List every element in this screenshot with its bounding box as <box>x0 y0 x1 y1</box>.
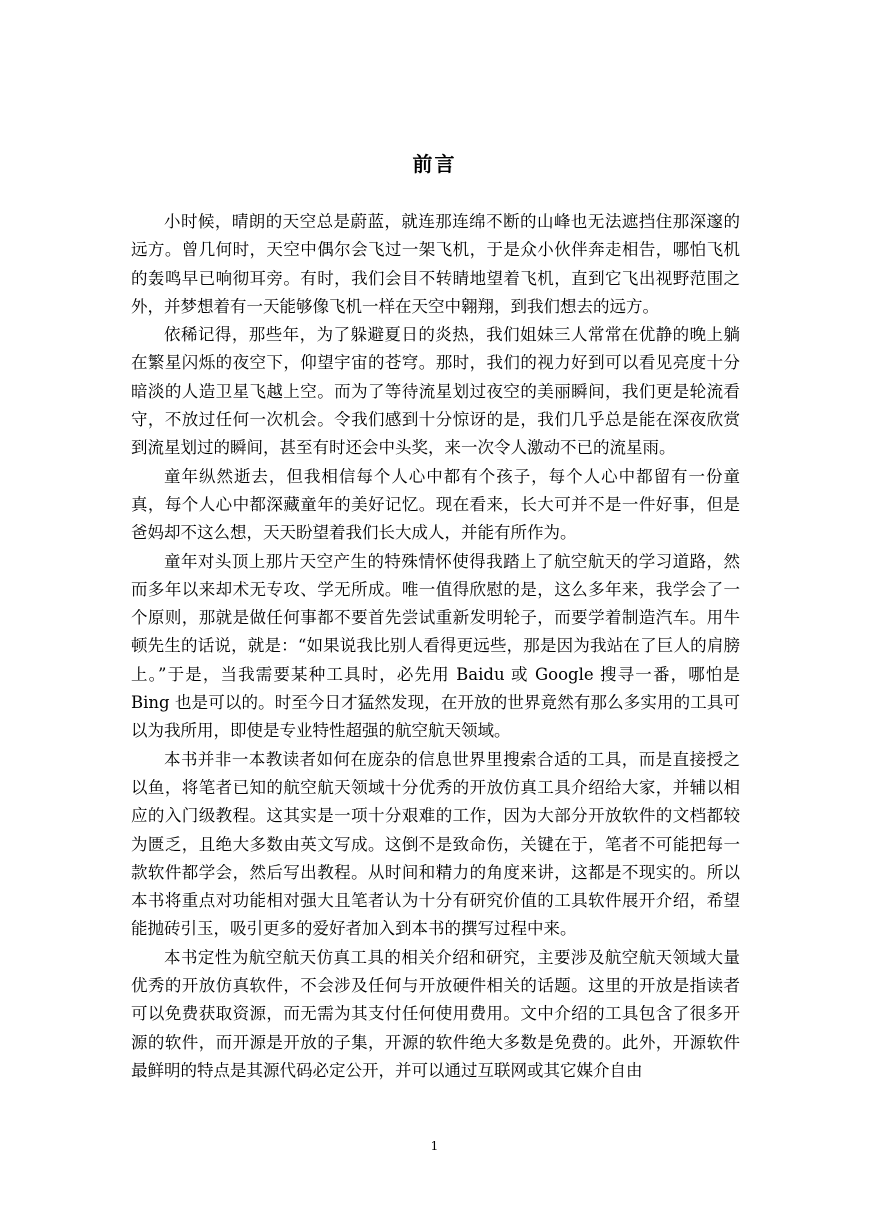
page-title: 前言 <box>412 152 457 176</box>
paragraph-starry-night: 依稀记得，那些年，为了躲避夏日的炎热，我们姐妹三人常常在优静的晚上躺在繁星闪烁的夜空下，仰望宇宙的苍穹。那时，我们的视力好到可以看见亮度十分暗淡的人造卫星飞越上空。而为了等待流星划过夜空的美丽瞬间，我们更是轮流看守，不放过任何一次机会。令我们感到十分惊讶的是，我们几乎总是能在深夜欣赏到流星划过的瞬间，甚至有时还会中头奖，来一次令人激动不已的流星雨。 <box>131 325 740 458</box>
paragraph-book-purpose: 本书并非一本教读者如何在庞杂的信息世界里搜索合适的工具，而是直接授之以鱼，将笔者已知的航空航天领域十分优秀的开放仿真工具介绍给大家，并辅以相应的入门级教程。这其实是一项十分艰难的工作，因为大部分开放软件的文档都较为匮乏，且绝大多数由英文写成。这倒不是致命伤，关键在于，笔者不可能把每一款软件都学会，然后写出教程。从时间和精力的角度来讲，这都是不现实的。所以本书将重点对功能相对强大且笔者认为十分有研究价值的工具软件展开介绍，希望能抛砖引玉，吸引更多的爱好者加入到本书的撰写过程中来。 <box>131 749 740 939</box>
paragraph-book-scope: 本书定性为航空航天仿真工具的相关介绍和研究，主要涉及航空航天领域大量优秀的开放仿真软件，不会涉及任何与开放硬件相关的话题。这里的开放是指读者可以免费获取资源，而无需为其支付任何使用费用。文中介绍的工具包含了很多开源的软件，而开源是开放的子集，开源的软件绝大多数是免费的。此外，开源软件最鲜明的特点是其源代码必定公开，并可以通过互联网或其它媒介自由 <box>131 947 740 1080</box>
paragraph-childhood-memories: 童年纵然逝去，但我相信每个人心中都有个孩子，每个人心中都留有一份童真，每个人心中都深藏童年的美好记忆。现在看来，长大可并不是一件好事，但是爸妈却不这么想，天天盼望着我们长大成人，并能有所作为。 <box>131 466 740 543</box>
paragraph-aerospace-path: 童年对头顶上那片天空产生的特殊情怀使得我踏上了航空航天的学习道路，然而多年以来却术无专攻、学无所成。唯一值得欣慰的是，这么多年来，我学会了一个原则，那就是做任何事都不要首先尝试重新发明轮子，而要学着制造汽车。用牛顿先生的话说，就是：“如果说我比别人看得更远些，那是因为我站在了巨人的肩膀上。”于是，当我需要某种工具时，必先用 Baidu 或 Google 搜寻一番，哪怕是 Bing 也是可以的。时至今日才猛然发现，在开放的世界竟然有那么多实用的工具可以为我所用，即使是专业特性超强的航空航天领域。 <box>131 551 740 741</box>
page-number: 1 <box>430 1139 439 1153</box>
paragraph-childhood-sky: 小时候，晴朗的天空总是蔚蓝，就连那连绵不断的山峰也无法遮挡住那深邃的远方。曾几何时，天空中偶尔会飞过一架飞机，于是众小伙伴奔走相告，哪怕飞机的轰鸣早已响彻耳旁。有时，我们会目不转睛地望着飞机，直到它飞出视野范围之外，并梦想着有一天能够像飞机一样在天空中翱翔，到我们想去的远方。 <box>131 212 740 316</box>
preface-body <box>131 208 740 1085</box>
